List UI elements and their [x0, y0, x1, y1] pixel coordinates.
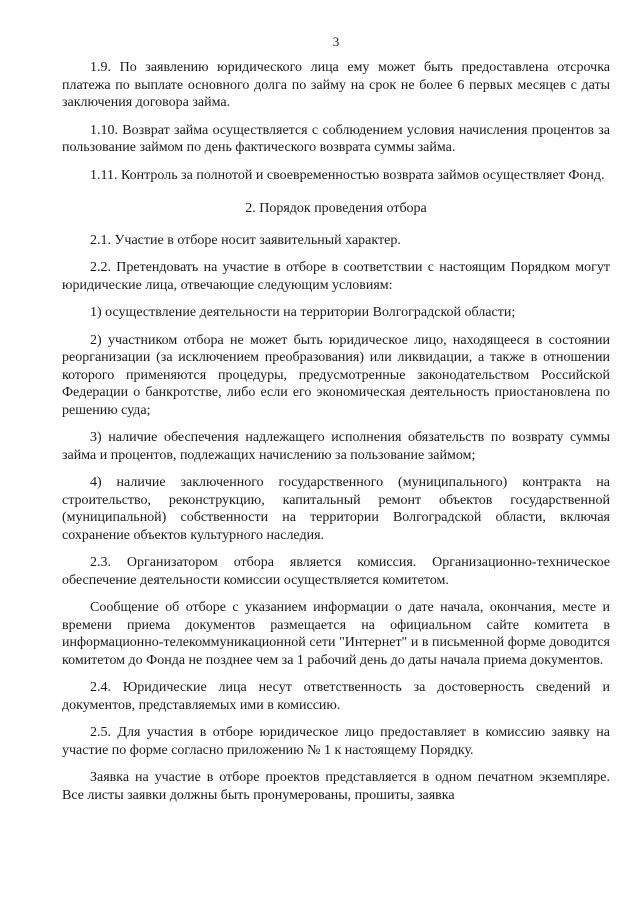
paragraph-1-11: 1.11. Контроль за полнотой и своевременностью возврата займов осуществляет Фонд. [90, 167, 605, 183]
condition-3: 3) наличие обеспечения надлежащего исполнения обязательств по возврату суммы займа и процентов, подлежащих начислению за пользование займом; [62, 430, 610, 463]
paragraph-2-5: 2.5. Для участия в отборе юридическое лицо предоставляет в комиссию заявку на участие по форме согласно приложению № 1 к настоящему Порядку. [62, 725, 610, 758]
condition-4: 4) наличие заключенного государственного (муниципального) контракта на строительство, реконструкцию, капитальный ремонт объектов государственной (муниципальной) собственности на территории Волгоградской области, включая сохранение объектов культурного наследия. [62, 475, 610, 543]
condition-2: 2) участником отбора не может быть юридическое лицо, находящееся в состоянии реорганизации (за исключением преобразования) или ликвидации, а также в отношении которого применяются процедуры, предусмотренные законодательством Российской Федерации о банкротстве, либо если его экономическая деятельность приостановлена по решению суда; [62, 332, 610, 418]
paragraph-notice: Сообщение об отборе с указанием информации о дате начала, окончания, месте и времени приема документов размещается на официальном сайте комитета в информационно-телекоммуникационной сети "Интернет" и в письменной форме доводится комитетом до Фонда не позднее чем за 1 рабочий день до даты начала приема документов. [62, 600, 610, 668]
condition-1: 1) осуществление деятельности на территории Волгоградской области; [90, 305, 516, 320]
paragraph-2-4: 2.4. Юридические лица несут ответственность за достоверность сведений и документов, представляемых ими в комиссию. [62, 680, 610, 713]
page-number: 3 [332, 34, 340, 49]
paragraph-2-3: 2.3. Организатором отбора является комиссия. Организационно-техническое обеспечение деятельности комиссии осуществляется комитетом. [62, 555, 610, 588]
paragraph-1-10: 1.10. Возврат займа осуществляется с соблюдением условия начисления процентов за пользование займом по день фактического возврата суммы займа. [62, 122, 610, 155]
section-heading: 2. Порядок проведения отбора [245, 201, 427, 216]
paragraph-application: Заявка на участие в отборе проектов представляется в одном печатном экземпляре. Все листы заявки должны быть пронумерованы, прошиты, заявка [62, 770, 610, 803]
paragraph-1-9: 1.9. По заявлению юридического лица ему может быть предоставлена отсрочка платежа по выплате основного долга по займу на срок не более 6 первых месяцев с даты заключения договора займа. [62, 60, 610, 110]
paragraph-2-2: 2.2. Претендовать на участие в отборе в соответствии с настоящим Порядком могут юридические лица, отвечающие следующим условиям: [62, 260, 610, 293]
paragraph-2-1: 2.1. Участие в отборе носит заявительный характер. [90, 232, 401, 248]
